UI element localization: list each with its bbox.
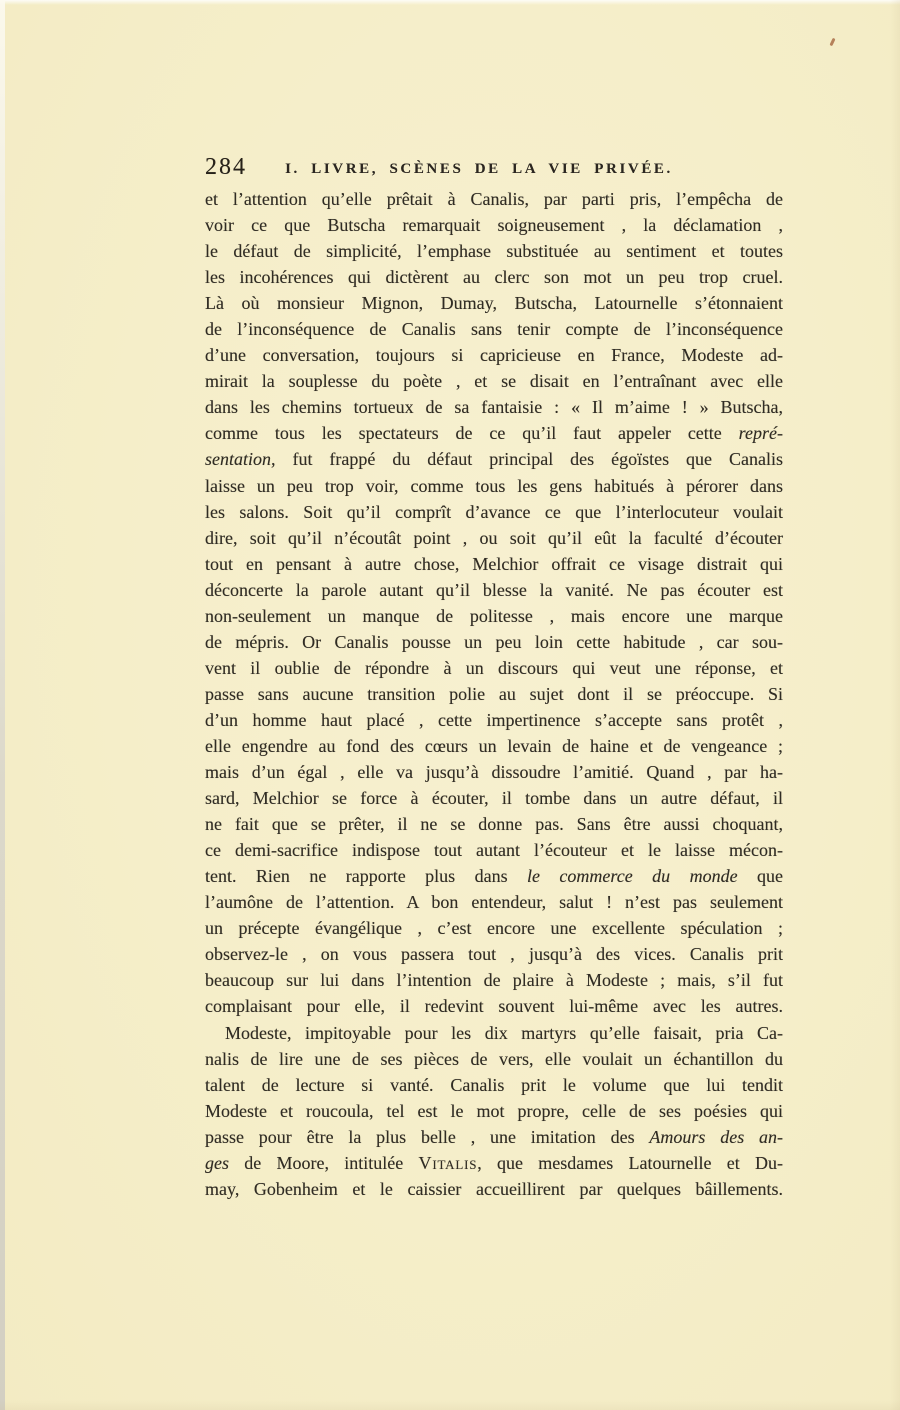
text-segment: dire, soit qu’il n’écoutât point , ou soit qu’il eût la faculté d’écouter bbox=[205, 527, 783, 548]
text-line bbox=[205, 681, 783, 707]
text-segment: un précepte évangélique , c’est encore une excellente spéculation ; bbox=[205, 918, 783, 939]
text-segment: may, Gobenheim et le caissier accueillirent par quelques bâillements. bbox=[205, 1178, 783, 1199]
text-segment: ce demi-sacrifice indispose tout autant l’écouteur et le laisse mécon- bbox=[205, 840, 783, 861]
text-line bbox=[205, 655, 783, 681]
text-line bbox=[205, 993, 783, 1019]
text-line bbox=[205, 420, 783, 446]
text-segment: déconcerte la parole autant qu’il blesse la vanité. Ne pas écouter est bbox=[205, 579, 783, 600]
text-line bbox=[205, 915, 783, 941]
running-header bbox=[205, 150, 783, 180]
text-segment: dans les chemins tortueux de sa fantaisie : « Il m’aime ! » Butscha, bbox=[205, 397, 783, 418]
page-edge-top bbox=[0, 0, 900, 5]
text-line bbox=[205, 603, 783, 629]
text-segment: comme tous les spectateurs de ce qu’il faut appeler cette bbox=[205, 423, 739, 444]
text-segment: passe sans aucune transition polie au sujet dont il se préoccupe. Si bbox=[205, 683, 783, 704]
text-line bbox=[205, 499, 783, 525]
text-segment: les salons. Soit qu’il comprît d’avance ce que l’interlocuteur voulait bbox=[205, 501, 783, 522]
text-line bbox=[205, 889, 783, 915]
text-line bbox=[205, 1098, 783, 1124]
text-body bbox=[205, 186, 783, 1202]
text-segment: observez-le , on vous passera tout , jusqu’à des vices. Canalis prit bbox=[205, 944, 783, 965]
text-segment: Là où monsieur Mignon, Dumay, Butscha, Latournelle s’étonnaient bbox=[205, 293, 783, 314]
italic-text: le commerce du monde bbox=[527, 866, 738, 887]
text-line bbox=[205, 186, 783, 212]
text-segment: voir ce que Butscha remarquait soigneusement , la déclamation , bbox=[205, 215, 783, 236]
text-line bbox=[205, 1020, 783, 1046]
text-segment: Modeste et roucoula, tel est le mot propre, celle de ses poésies qui bbox=[205, 1100, 783, 1121]
text-line bbox=[205, 837, 783, 863]
text-line bbox=[205, 551, 783, 577]
text-segment: mais d’un égal , elle va jusqu’à dissoudre l’amitié. Quand , par ha- bbox=[205, 762, 783, 783]
text-line bbox=[205, 1176, 783, 1202]
text-line bbox=[205, 629, 783, 655]
text-line bbox=[205, 368, 783, 394]
text-segment: mirait la souplesse du poète , et se disait en l’entraînant avec elle bbox=[205, 371, 783, 392]
text-line bbox=[205, 290, 783, 316]
text-line bbox=[205, 525, 783, 551]
text-segment: passe pour être la plus belle , une imitation des bbox=[205, 1126, 650, 1147]
text-segment: d’un homme haut placé , cette impertinence s’accepte sans protêt , bbox=[205, 709, 783, 730]
running-title: I. LIVRE, SCÈNES DE LA VIE PRIVÉE. bbox=[285, 161, 673, 177]
text-segment: ne fait que se prêter, il ne se donne pas. Sans être aussi choquant, bbox=[205, 814, 783, 835]
text-line bbox=[205, 707, 783, 733]
page-edge-bottom bbox=[0, 1400, 900, 1410]
italic-text: Amours des an- bbox=[649, 1126, 783, 1147]
text-line bbox=[205, 785, 783, 811]
text-segment: talent de lecture si vanté. Canalis prit le volume que lui tendit bbox=[205, 1074, 783, 1095]
text-line bbox=[205, 811, 783, 837]
text-segment: de mépris. Or Canalis pousse un peu loin cette habitude , car sou- bbox=[205, 631, 783, 652]
text-segment: vent il oublie de répondre à un discours qui veut une réponse, et bbox=[205, 657, 783, 678]
text-line bbox=[205, 473, 783, 499]
text-segment: tent. Rien ne rapporte plus dans bbox=[205, 866, 528, 887]
text-line bbox=[205, 394, 783, 420]
text-segment: non-seulement un manque de politesse , mais encore une marque bbox=[205, 605, 783, 626]
text-segment: l’aumône de l’attention. A bon entendeur, salut ! n’est pas seulement bbox=[205, 892, 783, 913]
text-segment: fut frappé du défaut principal des égoïstes que Canalis bbox=[275, 449, 783, 470]
text-line bbox=[205, 342, 783, 368]
page-edge-right bbox=[890, 0, 900, 1410]
italic-text: sentation, bbox=[205, 449, 276, 470]
text-line bbox=[205, 316, 783, 342]
text-segment: de l’inconséquence de Canalis sans tenir compte de l’inconséquence bbox=[205, 319, 783, 340]
text-segment: de Moore, intitulée bbox=[229, 1152, 419, 1173]
text-segment: Modeste, impitoyable pour les dix martyrs qu’elle faisait, pria Ca- bbox=[225, 1022, 783, 1043]
italic-text: repré- bbox=[738, 423, 783, 444]
smallcaps-text: Vitalis bbox=[418, 1152, 478, 1173]
paper-speck bbox=[829, 38, 835, 47]
text-line bbox=[205, 1072, 783, 1098]
page-number: 284 bbox=[205, 154, 247, 180]
text-line bbox=[205, 238, 783, 264]
text-segment: que bbox=[737, 866, 783, 887]
text-line bbox=[205, 863, 783, 889]
text-line bbox=[205, 733, 783, 759]
text-line bbox=[205, 577, 783, 603]
text-segment: et l’attention qu’elle prêtait à Canalis, par parti pris, l’empêcha de bbox=[205, 189, 783, 209]
text-line bbox=[205, 941, 783, 967]
text-line bbox=[205, 446, 783, 472]
text-segment: tout en pensant à autre chose, Melchior offrait ce visage distrait qui bbox=[205, 553, 783, 574]
text-segment: , que mesdames Latournelle et Du- bbox=[477, 1152, 783, 1173]
text-segment: les incohérences qui dictèrent au clerc son mot un peu trop cruel. bbox=[205, 267, 783, 288]
text-segment: le défaut de simplicité, l’emphase substituée au sentiment et toutes bbox=[205, 241, 783, 262]
italic-text: ges bbox=[205, 1152, 229, 1173]
text-segment: sard, Melchior se force à écouter, il tombe dans un autre défaut, il bbox=[205, 788, 783, 809]
text-line bbox=[205, 1150, 783, 1176]
page-edge-left bbox=[0, 0, 5, 1410]
text-line bbox=[205, 1124, 783, 1150]
text-line bbox=[205, 1046, 783, 1072]
text-line bbox=[205, 967, 783, 993]
text-segment: d’une conversation, toujours si capricieuse en France, Modeste ad- bbox=[205, 345, 783, 366]
text-segment: nalis de lire une de ses pièces de vers, elle voulait un échantillon du bbox=[205, 1048, 783, 1069]
text-line bbox=[205, 264, 783, 290]
text-segment: complaisant pour elle, il redevint souvent lui-même avec les autres. bbox=[205, 996, 783, 1017]
text-segment: elle engendre au fond des cœurs un levain de haine et de vengeance ; bbox=[205, 735, 783, 756]
text-segment: beaucoup sur lui dans l’intention de plaire à Modeste ; mais, s’il fut bbox=[205, 970, 783, 991]
text-line bbox=[205, 212, 783, 238]
text-line bbox=[205, 759, 783, 785]
text-segment: laisse un peu trop voir, comme tous les gens habitués à pérorer dans bbox=[205, 475, 783, 496]
